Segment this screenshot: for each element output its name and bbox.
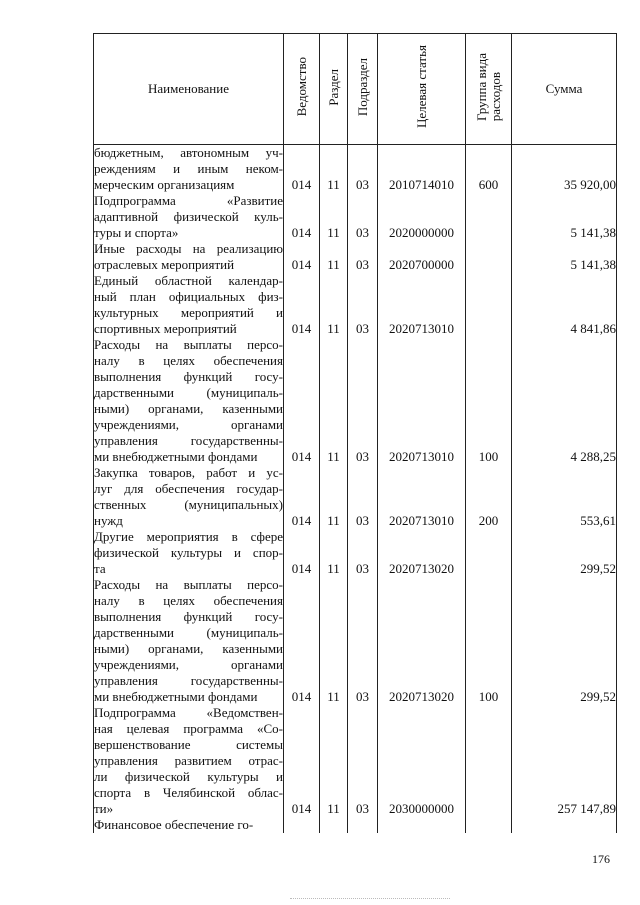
row-name-cell	[94, 577, 284, 705]
row-name-line: Финансовое обеспечение го-	[94, 817, 254, 832]
row-podrazdel: 03	[348, 577, 378, 705]
row-name-cell	[94, 145, 284, 194]
header-razdel: Раздел	[320, 34, 348, 145]
row-summa: 5 141,38	[512, 193, 617, 241]
row-name-line: ственных (муниципальных)	[94, 497, 283, 512]
budget-table	[93, 33, 617, 833]
row-gruppa-vida	[466, 817, 512, 833]
row-name-line: учреждениями, органами	[94, 657, 283, 672]
row-gruppa-vida: 100	[466, 337, 512, 465]
row-name-line: Подпрограмма «Ведомствен-	[94, 705, 283, 720]
row-name-line: Подпрограмма «Развитие	[94, 193, 283, 208]
header-celevaya-statya: Целевая статья	[378, 34, 466, 145]
row-summa: 35 920,00	[512, 145, 617, 194]
row-name-line: ми внебюджетными фондами	[94, 449, 258, 464]
row-razdel: 11	[320, 193, 348, 241]
header-summa: Сумма	[512, 34, 617, 145]
row-name-line: мерческим организациям	[94, 177, 235, 192]
row-gruppa-vida: 600	[466, 145, 512, 194]
row-name-line: налу в целях обеспечения	[94, 353, 283, 368]
row-summa: 299,52	[512, 529, 617, 577]
page-number: 176	[592, 852, 610, 866]
row-gruppa-vida	[466, 241, 512, 273]
row-razdel: 11	[320, 577, 348, 705]
row-summa: 4 841,86	[512, 273, 617, 337]
row-gruppa-vida	[466, 193, 512, 241]
row-podrazdel: 03	[348, 241, 378, 273]
row-celevaya-statya: 2020713020	[378, 529, 466, 577]
row-summa: 5 141,38	[512, 241, 617, 273]
row-name-line: туры и спорта»	[94, 225, 179, 240]
row-name-line: нужд	[94, 513, 123, 528]
row-vedomstvo: 014	[284, 193, 320, 241]
row-celevaya-statya: 2020713010	[378, 465, 466, 529]
row-name-line: спорта в Челябинской облас-	[94, 785, 283, 800]
row-summa: 257 147,89	[512, 705, 617, 817]
row-name-cell	[94, 337, 284, 465]
row-celevaya-statya: 2020713020	[378, 577, 466, 705]
row-name-line: дарственными (муниципаль-	[94, 625, 283, 640]
row-name-line: выполнения функций госу-	[94, 609, 283, 624]
row-podrazdel	[348, 817, 378, 833]
header-name: Наименование	[94, 34, 284, 145]
row-name-line: спортивных мероприятий	[94, 321, 237, 336]
row-summa	[512, 817, 617, 833]
row-vedomstvo: 014	[284, 465, 320, 529]
row-celevaya-statya: 2020700000	[378, 241, 466, 273]
row-podrazdel: 03	[348, 529, 378, 577]
row-name-cell	[94, 817, 284, 833]
table-row	[94, 705, 617, 817]
row-name-line: учреждениями, органами	[94, 417, 283, 432]
row-razdel: 11	[320, 273, 348, 337]
row-name-line: Иные расходы на реализацию	[94, 241, 283, 256]
row-vedomstvo	[284, 817, 320, 833]
row-name-line: луг для обеспечения государ-	[94, 481, 283, 496]
header-podrazdel: Подраздел	[348, 34, 378, 145]
header-vedomstvo: Ведомство	[284, 34, 320, 145]
row-name-line: ными) органами, казенными	[94, 641, 283, 656]
row-vedomstvo: 014	[284, 529, 320, 577]
row-podrazdel: 03	[348, 273, 378, 337]
header-gruppa-line1: Группа вида	[473, 53, 489, 121]
row-name-line: выполнения функций госу-	[94, 369, 283, 384]
row-name-line: ными) органами, казенными	[94, 401, 283, 416]
row-name-cell	[94, 705, 284, 817]
row-name-line: физической культуры и спор-	[94, 545, 283, 560]
row-name-line: управления государственны-	[94, 433, 283, 448]
row-vedomstvo: 014	[284, 705, 320, 817]
row-celevaya-statya: 2020000000	[378, 193, 466, 241]
row-name-line: та	[94, 561, 106, 576]
table-row	[94, 817, 617, 833]
table-row	[94, 465, 617, 529]
table-row	[94, 337, 617, 465]
row-vedomstvo: 014	[284, 337, 320, 465]
row-name-line: ми внебюджетными фондами	[94, 689, 258, 704]
table-row	[94, 145, 617, 194]
row-name-line: вершенствование системы	[94, 737, 283, 752]
row-celevaya-statya: 2020713010	[378, 337, 466, 465]
row-razdel: 11	[320, 529, 348, 577]
row-name-line: дарственными (муниципаль-	[94, 385, 283, 400]
row-gruppa-vida	[466, 705, 512, 817]
row-celevaya-statya: 2030000000	[378, 705, 466, 817]
row-vedomstvo: 014	[284, 577, 320, 705]
row-razdel: 11	[320, 465, 348, 529]
row-name-line: отраслевых мероприятий	[94, 257, 235, 272]
row-razdel: 11	[320, 241, 348, 273]
row-name-cell	[94, 465, 284, 529]
table-body	[94, 145, 617, 834]
row-vedomstvo: 014	[284, 273, 320, 337]
row-podrazdel: 03	[348, 337, 378, 465]
row-gruppa-vida: 100	[466, 577, 512, 705]
table-row	[94, 193, 617, 241]
row-name-cell	[94, 273, 284, 337]
row-name-line: адаптивной физической куль-	[94, 209, 283, 224]
table-row	[94, 529, 617, 577]
row-name-line: ли физической культуры и	[94, 769, 283, 784]
row-gruppa-vida: 200	[466, 465, 512, 529]
row-summa: 299,52	[512, 577, 617, 705]
row-vedomstvo: 014	[284, 241, 320, 273]
row-name-line: налу в целях обеспечения	[94, 593, 283, 608]
table-header-row	[94, 34, 617, 145]
row-name-cell	[94, 241, 284, 273]
row-name-line: ти»	[94, 801, 114, 816]
row-celevaya-statya: 2020713010	[378, 273, 466, 337]
row-name-line: ная целевая программа «Со-	[94, 721, 283, 736]
table-row	[94, 273, 617, 337]
table-row	[94, 577, 617, 705]
row-name-line: Расходы на выплаты персо-	[94, 577, 283, 592]
footer-scan-marks	[290, 898, 450, 902]
row-gruppa-vida	[466, 273, 512, 337]
row-celevaya-statya: 2010714010	[378, 145, 466, 194]
row-podrazdel: 03	[348, 705, 378, 817]
row-name-line: Другие мероприятия в сфере	[94, 529, 283, 544]
row-podrazdel: 03	[348, 145, 378, 194]
row-celevaya-statya	[378, 817, 466, 833]
header-gruppa-line2: расходов	[487, 71, 503, 121]
row-razdel: 11	[320, 145, 348, 194]
row-vedomstvo: 014	[284, 145, 320, 194]
row-name-line: Единый областной календар-	[94, 273, 283, 288]
row-name-line: бюджетным, автономным уч-	[94, 145, 283, 160]
row-razdel	[320, 817, 348, 833]
row-name-line: Закупка товаров, работ и ус-	[94, 465, 283, 480]
row-name-line: управления развитием отрас-	[94, 753, 283, 768]
row-podrazdel: 03	[348, 193, 378, 241]
table-row	[94, 241, 617, 273]
header-gruppa-vida-rashodov	[466, 34, 512, 145]
row-name-line: культурных мероприятий и	[94, 305, 283, 320]
row-name-line: Расходы на выплаты персо-	[94, 337, 283, 352]
row-razdel: 11	[320, 337, 348, 465]
row-gruppa-vida	[466, 529, 512, 577]
row-summa: 553,61	[512, 465, 617, 529]
row-razdel: 11	[320, 705, 348, 817]
row-name-line: ный план официальных физ-	[94, 289, 283, 304]
row-podrazdel: 03	[348, 465, 378, 529]
row-summa: 4 288,25	[512, 337, 617, 465]
row-name-cell	[94, 193, 284, 241]
row-name-cell	[94, 529, 284, 577]
row-name-line: реждениям и иным неком-	[94, 161, 283, 176]
row-name-line: управления государственны-	[94, 673, 283, 688]
